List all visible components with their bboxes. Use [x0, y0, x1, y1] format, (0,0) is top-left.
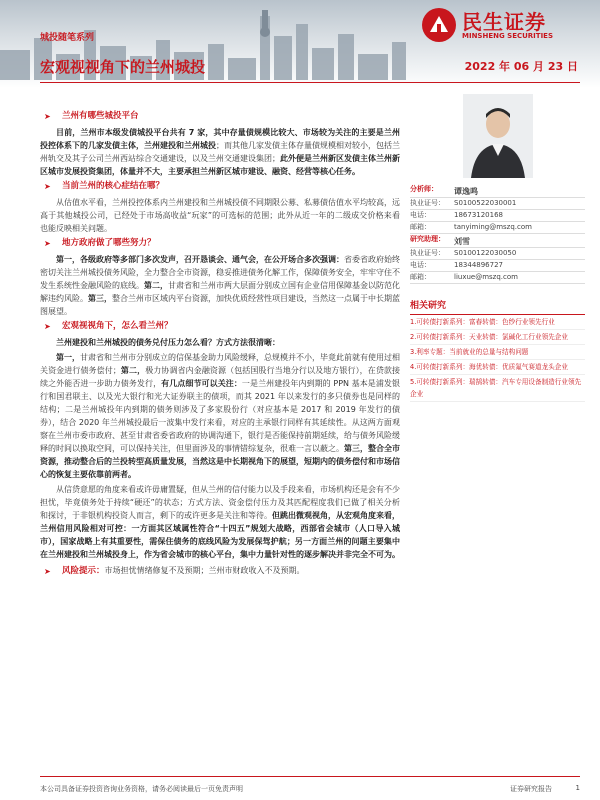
paragraph: 从估值水平看，兰州投控体系内兰州建投和兰州城投债不同期限公募、私募债估值水平均较高，远高于其他城投公司，已经处于市场高收益“玩家”的可选标的范围；此外从近一年的二级成交价格来看也能反映相关问题。 — [40, 198, 400, 233]
related-research-item[interactable]: 2.可转债打新系列：天业转债：氯碱化工行业领先企业 — [410, 330, 585, 345]
section-heading: ➤ 宏观视视角下，怎么看兰州？ — [44, 321, 173, 331]
arrow-icon: ➤ — [44, 239, 51, 248]
analyst-cert-row: 执业证号： S0100522030001 — [410, 198, 585, 210]
related-research-item[interactable]: 4.可转债打新系列：海优转债：优质氟气赛道龙头企业 — [410, 360, 585, 375]
analyst-block — [410, 184, 585, 284]
report-date: 2022 年 06 月 23 日 — [464, 60, 578, 73]
paragraph: 目前，兰州市本级发债城投平台共有 7 家，其中存量债规模比较大、市场较为关注的主要是兰州投控体系下的几家发债主体，兰州建投和兰州城投；而其他几家发债主体存量债规模相对较小，包括兰州轨交及其子公司兰州西站综合交通建设，以及兰州交通建设集团；此外便是兰州新区发债主体兰州新区城市发展投资集团，体量并不大，主要承担兰州新区城市建设、融资、经营等核心任务。 — [40, 128, 400, 176]
assistant-phone-row: 电话： 18344896727 — [410, 260, 585, 272]
report-title: 宏观视视角下的兰州城投 — [40, 58, 206, 76]
paragraph: 兰州建投和兰州城投的债务兑付压力怎么看？方式方法很清晰： — [56, 338, 280, 347]
logo-mark-icon — [422, 8, 456, 42]
related-research-item[interactable]: 3.利率专题：当前就业的总量与结构问题 — [410, 345, 585, 360]
logo-text-cn: 民生证券 — [462, 10, 546, 34]
page-footer — [40, 776, 580, 793]
arrow-icon: ➤ — [44, 322, 51, 331]
related-research-item[interactable]: 1.可转债打新系列：富春转债：色纱行业领先行业 — [410, 315, 585, 330]
assistant-cert-row: 执业证号： S0100122030050 — [410, 248, 585, 260]
header-banner — [0, 0, 600, 88]
page-number: 1 — [575, 784, 580, 792]
assistant-email-row[interactable]: 邮箱： liuxue@mszq.com — [410, 272, 585, 284]
footer-report-type: 证券研究报告 — [510, 785, 552, 793]
risk-text: 市场担忧情绪修复不及预期；兰州市财政收入不及预期。 — [104, 566, 305, 575]
analyst-email-row[interactable]: 邮箱： tanyiming@mszq.com — [410, 222, 585, 234]
paragraph: 第一，各级政府等多部门多次发声，召开恳谈会、通气会，在公开场合多次强调：省委省政府始终密切关注兰州城投债务风险，全力整合全市资源，稳妥推进债务化解工作，保障债务安全，牢牢守住不发生系统性金融风险的底线。第二，甘肃省和兰州市两大层面分别成立国有企业信用保障基金以防范化解违约风险。第三，整合兰州市区域内平台资源，加快优质经营性项目建设，当然这一点属于中长期蓝图展望。 — [40, 255, 400, 316]
related-research-title: 相关研究 — [410, 298, 585, 315]
section-heading: ➤ 地方政府做了哪些努力？ — [44, 238, 156, 248]
section-heading: ➤ 风险提示： — [44, 566, 105, 576]
analyst-name-row: 分析师： 谭逸鸣 — [410, 184, 585, 198]
report-body — [40, 108, 400, 581]
related-research-item[interactable]: 5.可转债打新系列：瑞鹄转债：汽车专用设备制造行业领先企业 — [410, 375, 585, 402]
paragraph: 从信贷意愿的角度来看或许毋庸置疑，但从兰州的信付能力以及手段来看，市场机构还是会有不少担忧，毕竟债务处于持续“硬还”的状态；方式方法、资金偿付压力及其匹配程度我们已做了相关分析和探讨，于非银机构投资人而言，剩下的或许更多是关注和等待。但跳出微观视角，从宏观角度来看，兰州信用风险相对可控：一方面其区域属性符合“十四五”规划大战略，西部省会城市（人口导入城市），国家战略上有其重要性，需保住债务的底线风险为发展保驾护航；另一方面兰州的问题主要集中在兰州建投和兰州城投身上，作为省会城市的核心平台，集中力量针对性的逐步解决并非完全不可为。 — [40, 485, 400, 559]
paragraph: 第一，甘肃省和兰州市分别成立的信保基金助力风险缓释，总规模并不小，毕竟此前就有使用过相关资金进行债务偿付；第二，极力协调省内金融资源（包括国股行当地分行以及地方银行），在贷款接续之外能否进一步助力债务发行，有几点细节可以关注：一是兰州建投年内到期的 PPN 基本是浦发银行和国君联主、以及光大银行和光大证券联主的债项，而其 2021 年以来发行的多只债券也是同样的结构；二是兰州城投年内到期的债务则涉及了多家股份行（对应基本是 2017 和 2019 年发行的债券），结合 2020 年兰州城投最后一波集中发行来看，对应的主承银行同样有其延续性。从这两方面观察在兰州市委市政府、甚至甘肃省委省政府的协调沟通下，银行是否能保持前期延续，给与债务风险缓释的时间以换取空间，可以保持关注，但里面涉及的事情错综复杂，很难一言以蔽之。第三，整合全市资源，推动整合后的兰投转型高质量发展，当然这是中长期视角下的展望，短期内的债务偿付和市场信心的恢复主要依靠前两者。 — [40, 353, 401, 479]
section-heading: ➤ 当前兰州的核心症结在哪？ — [44, 181, 165, 191]
arrow-icon: ➤ — [44, 567, 51, 576]
logo-text-en: MINSHENG SECURITIES — [462, 32, 553, 40]
section-heading: ➤ 兰州有哪些城投平台 — [44, 111, 139, 121]
analyst-phone-row: 电话： 18673120168 — [410, 210, 585, 222]
minsheng-logo — [422, 4, 582, 48]
assistant-name-row: 研究助理： 刘雪 — [410, 234, 585, 248]
footer-disclaimer: 本公司具备证券投资咨询业务资格，请务必阅读最后一页免责声明 — [40, 785, 243, 793]
arrow-icon: ➤ — [44, 112, 51, 121]
header-divider — [40, 82, 580, 83]
arrow-icon: ➤ — [44, 182, 51, 191]
report-series: 城投随笔系列 — [40, 33, 95, 43]
sidebar — [410, 94, 585, 402]
analyst-photo — [463, 94, 533, 178]
